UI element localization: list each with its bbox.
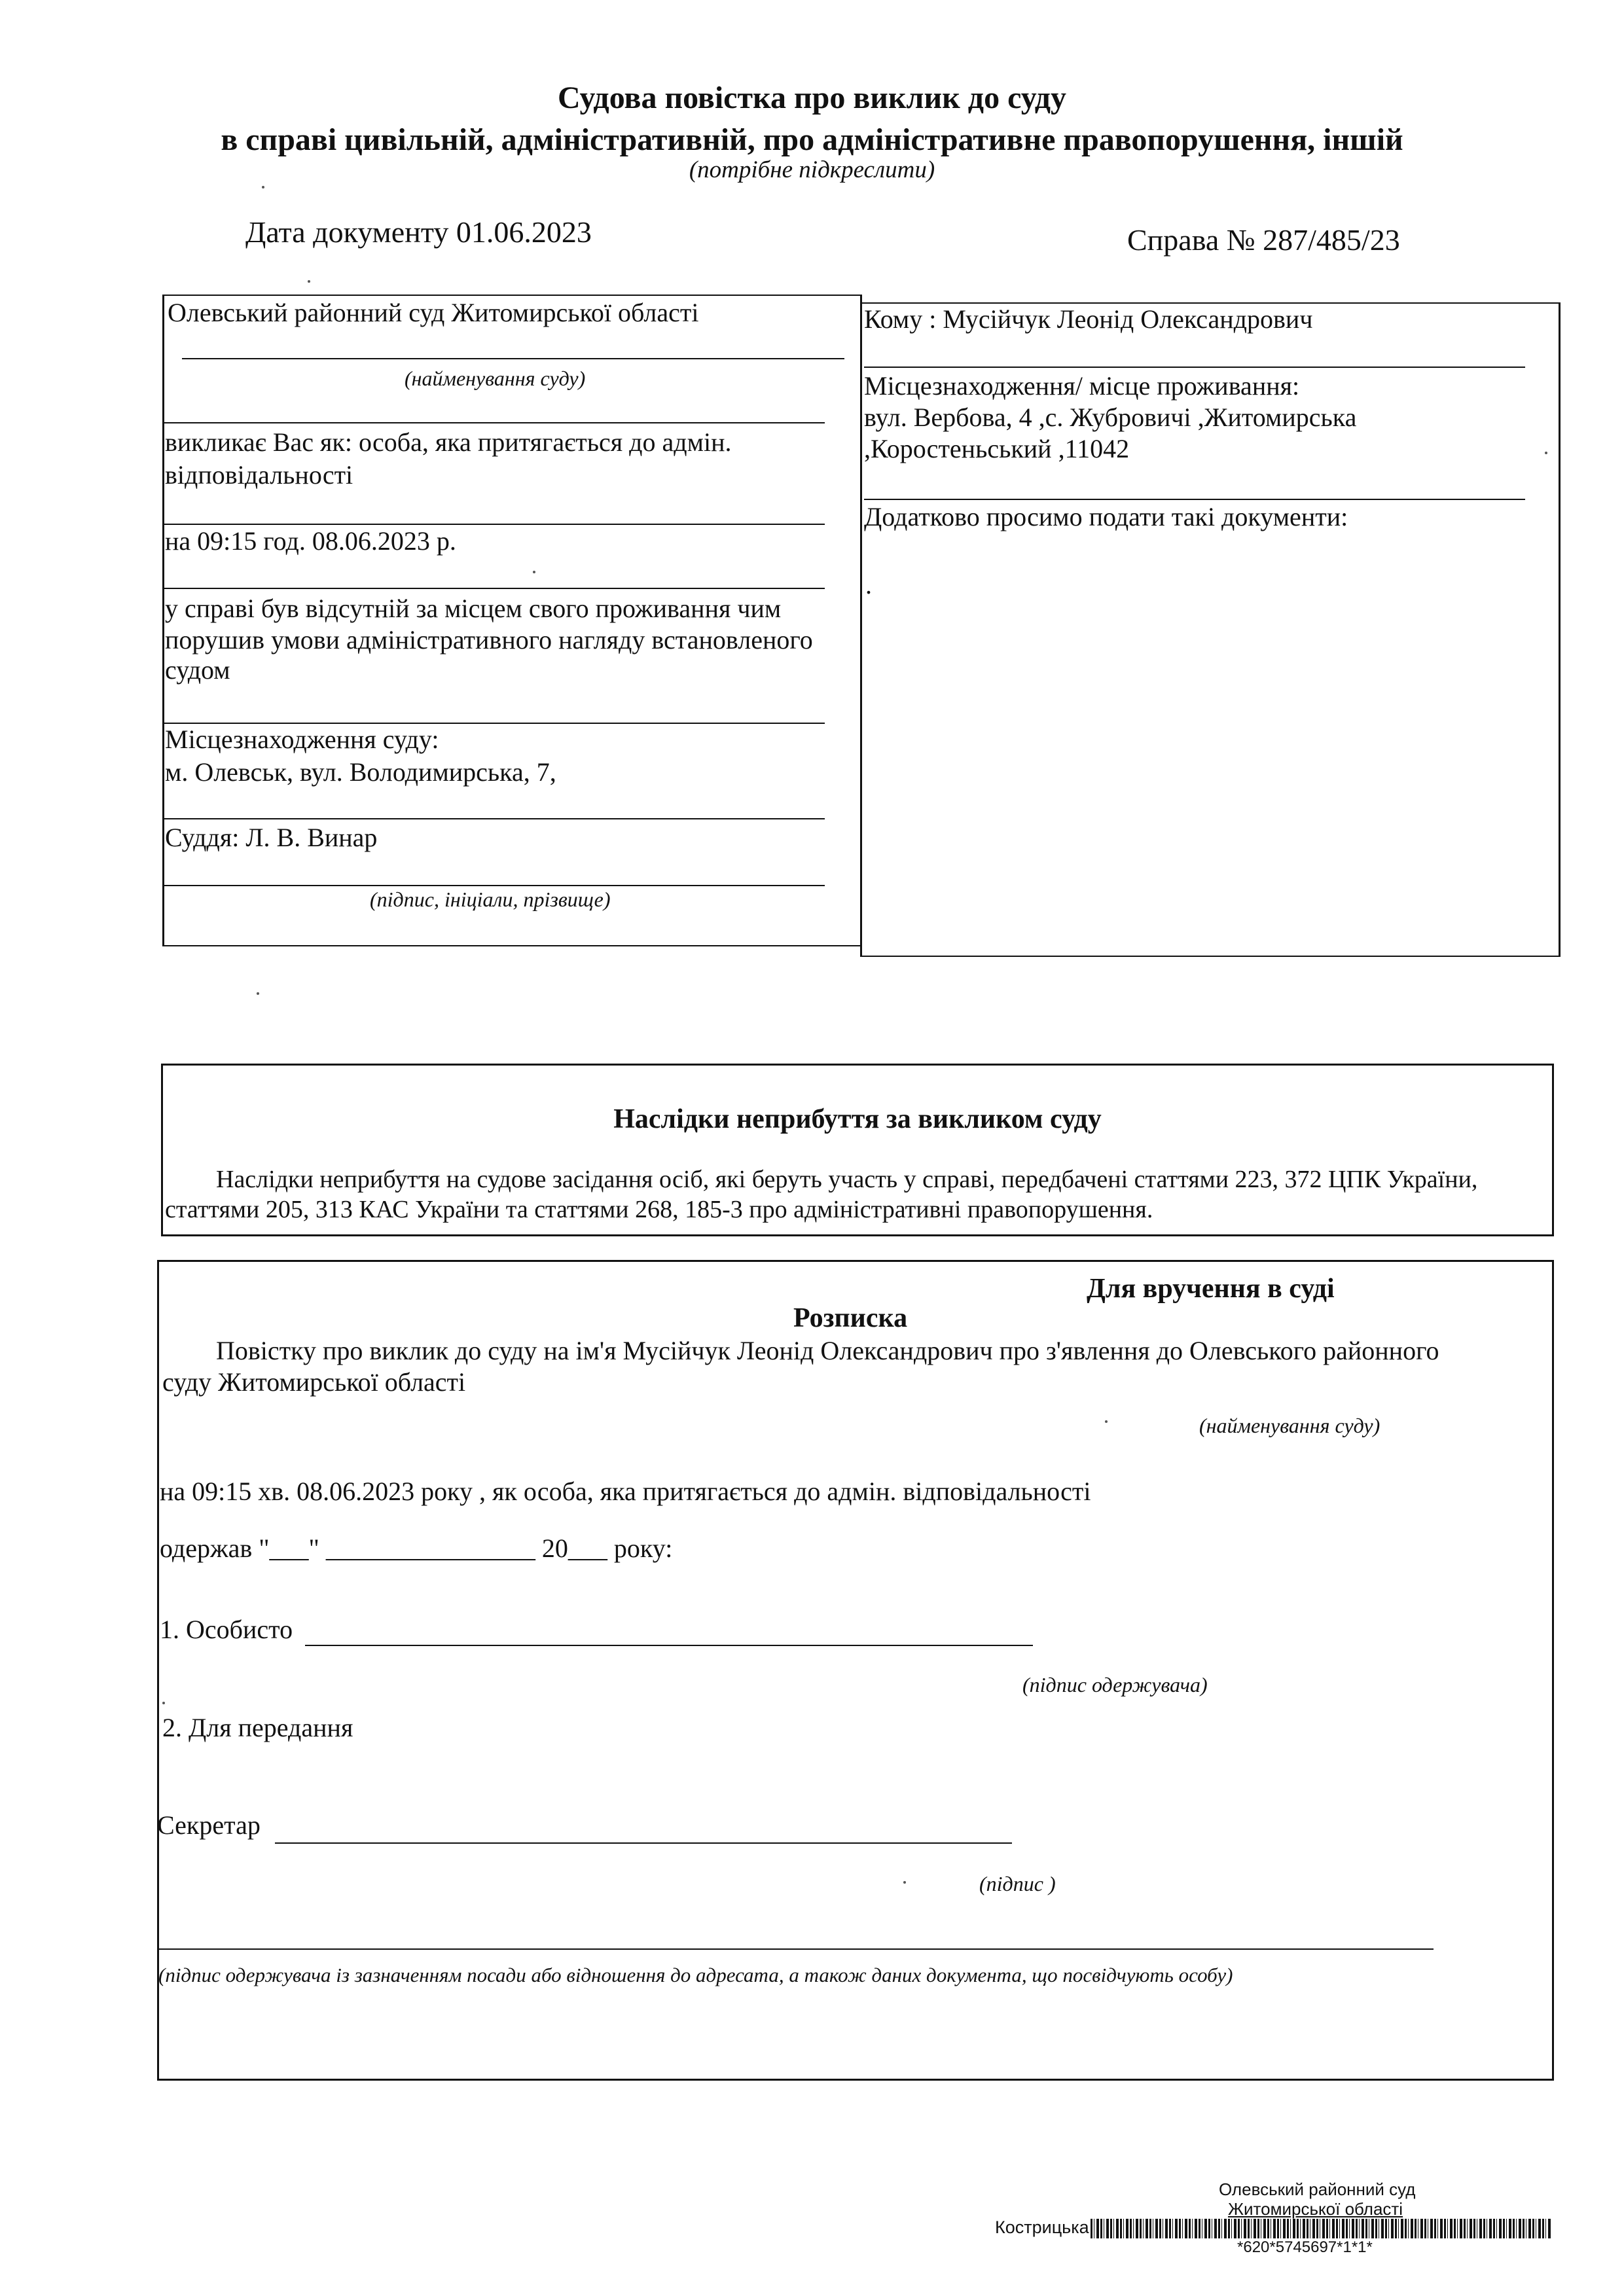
receipt-text-2: суду Житомирської області <box>162 1367 466 1397</box>
secretary-sign-caption: (підпис ) <box>979 1872 1056 1895</box>
recipient-address-line2: ,Коростеньський ,11042 <box>864 434 1130 463</box>
judge-sign-caption: (підпис, ініціали, прізвище) <box>370 888 611 911</box>
consequences-text-1: Наслідки неприбуття на судове засідання осіб, які беруть участь у справі, передбачені статтями 223, 372 ЦПК України, <box>216 1166 1478 1193</box>
extra-documents-label: Додатково просимо подати такі документи: <box>864 502 1348 531</box>
for-transfer-label: 2. Для передання <box>162 1713 353 1742</box>
recipient-address-label: Місцезнаходження/ місце проживання: <box>864 371 1300 401</box>
personally-label: 1. Особисто <box>160 1615 293 1644</box>
summons-role-1: викликає Вас як: особа, яка притягається до адмін. <box>165 427 732 457</box>
case-about-3: судом <box>165 655 230 685</box>
extra-documents-value: . <box>865 570 872 600</box>
secretary-label: Секретар <box>157 1810 261 1840</box>
hearing-time: на 09:15 год. 08.06.2023 р. <box>165 526 456 556</box>
court-name: Олевський районний суд Житомирської області <box>168 298 699 327</box>
footer-sign-line <box>157 1948 1434 1950</box>
stamp-court-line2: Житомирської області <box>1228 2199 1403 2219</box>
document-subtitle: в справі цивільній, адміністративній, про адміністративне правопорушення, іншій <box>221 122 1403 157</box>
barcode-code: *620*5745697*1*1* <box>1237 2238 1373 2256</box>
underline-note: (потрібне підкреслити) <box>689 156 935 183</box>
summons-role-2: відповідальності <box>165 460 353 490</box>
case-number: Справа № 287/485/23 <box>1127 223 1400 257</box>
recipient-name: Кому : Мусійчук Леонід Олександрович <box>864 304 1313 334</box>
operator-name: Кострицька <box>995 2217 1089 2237</box>
received-date: одержав "___" ________________ 20___ року: <box>160 1534 673 1563</box>
court-name-caption: (найменування суду) <box>405 367 586 390</box>
court-location-label: Місцезнаходження суду: <box>165 725 439 754</box>
recipient-address-line1: вул. Вербова, 4 ,с. Жубровичі ,Житомирська <box>864 403 1357 432</box>
stamp-court-line1: Олевський районний суд <box>1219 2179 1416 2199</box>
footer-caption: (підпис одержувача із зазначенням посади або відношення до адресата, а також даних документа, що посвідчують особу) <box>158 1964 1233 1986</box>
receipt-court-caption: (найменування суду) <box>1199 1414 1380 1437</box>
recipient-sign-caption: (підпис одержувача) <box>1022 1673 1208 1696</box>
consequences-title: Наслідки неприбуття за викликом суду <box>613 1104 1102 1134</box>
consequences-text-2: статтями 205, 313 КАС України та статтями 268, 185-3 про адміністративні правопорушення. <box>165 1196 1153 1223</box>
personally-sign-line <box>305 1645 1033 1646</box>
case-about-1: у справі був відсутній за місцем свого проживання чим <box>165 594 782 623</box>
judge-name: Суддя: Л. В. Винар <box>165 823 378 852</box>
case-about-2: порушив умови адміністративного нагляду встановленого <box>165 625 813 655</box>
document-title: Судова повістка про виклик до суду <box>557 81 1067 115</box>
for-court-label: Для вручення в суді <box>1087 1274 1335 1304</box>
receipt-time: на 09:15 хв. 08.06.2023 року , як особа, яка притягається до адмін. відповідальності <box>160 1477 1091 1506</box>
document-date: Дата документу 01.06.2023 <box>245 215 592 249</box>
receipt-text-1: Повістку про виклик до суду на ім'я Мусійчук Леонід Олександрович про з'явлення до Олевського районного <box>216 1336 1439 1365</box>
secretary-sign-line <box>275 1842 1012 1844</box>
court-location-value: м. Олевськ, вул. Володимирська, 7, <box>165 757 556 787</box>
barcode <box>1091 2219 1552 2238</box>
receipt-title: Розписка <box>793 1303 908 1333</box>
